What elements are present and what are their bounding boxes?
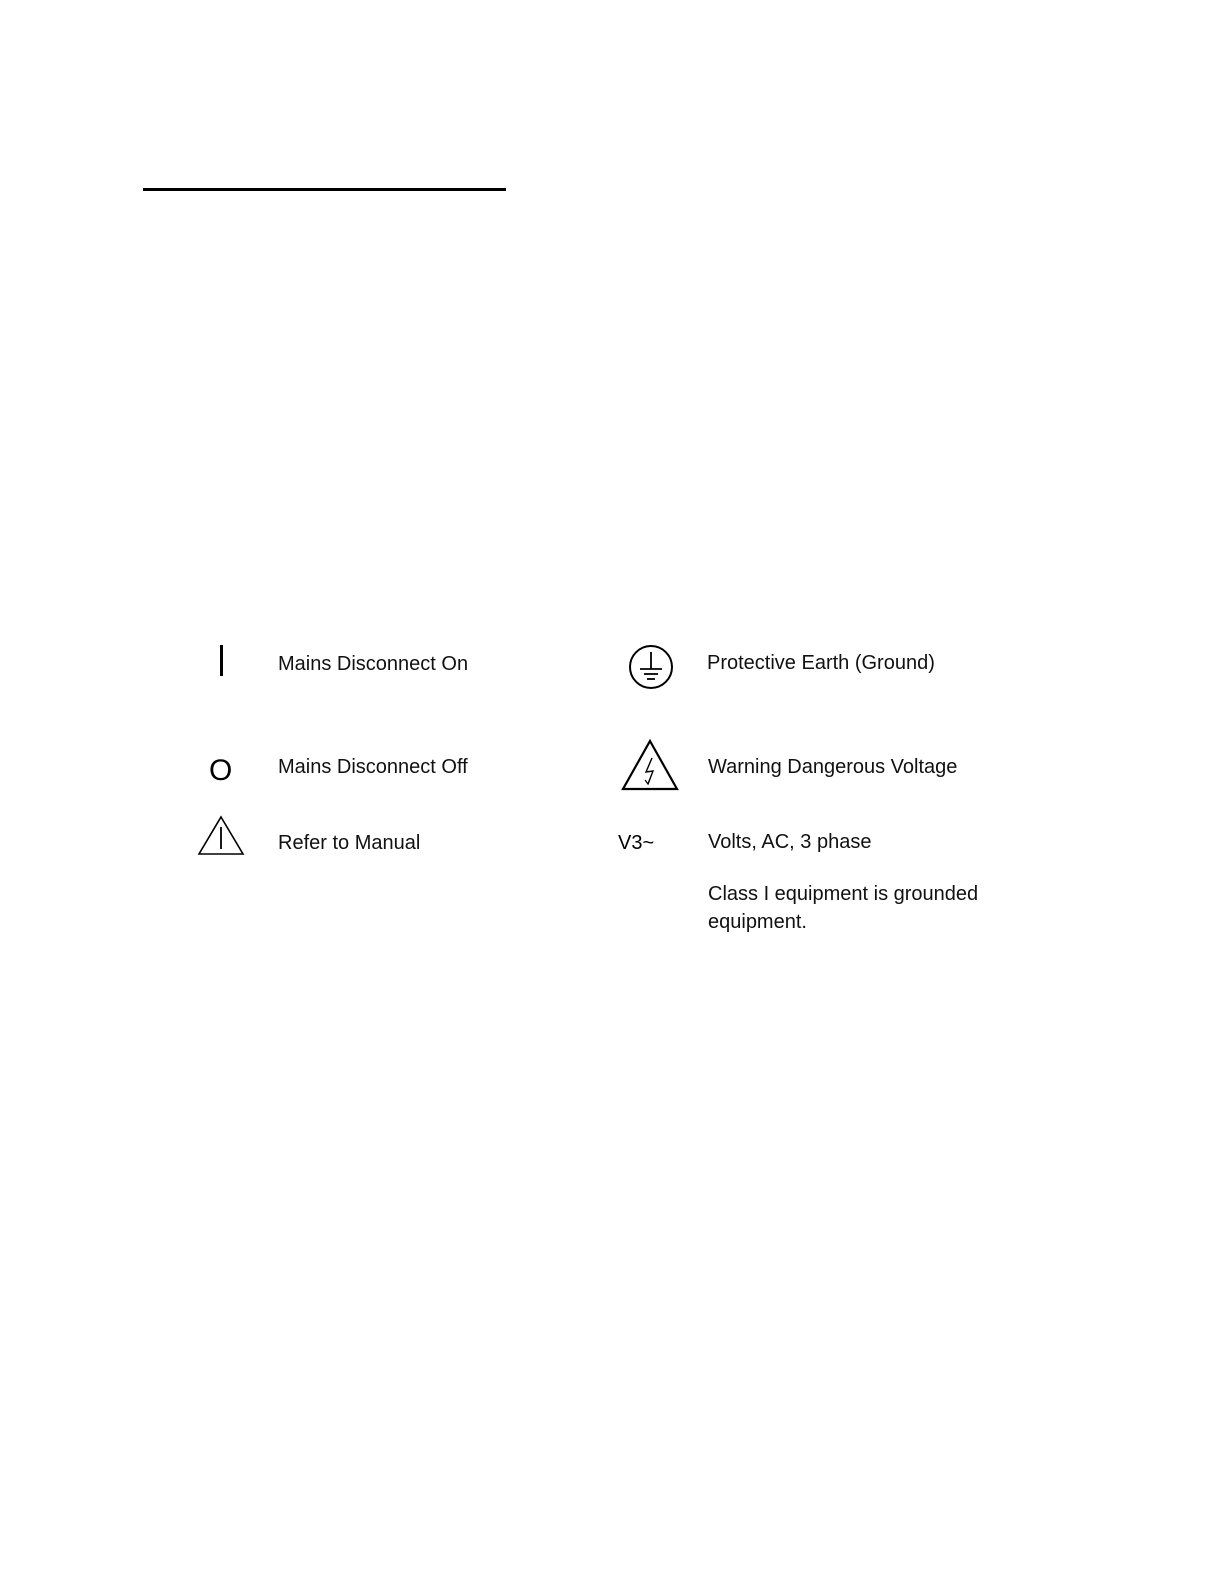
mains-off-label: Mains Disconnect Off bbox=[278, 756, 468, 778]
protective-earth-icon bbox=[626, 644, 676, 690]
mains-on-label: Mains Disconnect On bbox=[278, 653, 469, 675]
dangerous-voltage-label: Warning Dangerous Voltage bbox=[708, 756, 958, 778]
high-voltage-warning-icon bbox=[620, 738, 680, 792]
refer-manual-label: Refer to Manual bbox=[278, 832, 421, 854]
section-title-rule bbox=[143, 188, 506, 191]
mains-off-icon: O bbox=[209, 754, 233, 787]
volts-ac-3phase-icon: V3~ bbox=[618, 832, 655, 854]
mains-on-icon bbox=[220, 645, 223, 676]
caution-triangle-icon bbox=[197, 815, 245, 857]
volts-ac-label: Volts, AC, 3 phase bbox=[708, 831, 872, 853]
protective-earth-label: Protective Earth (Ground) bbox=[707, 652, 935, 674]
class-one-description: Class I equipment is grounded equipment. bbox=[708, 883, 979, 933]
